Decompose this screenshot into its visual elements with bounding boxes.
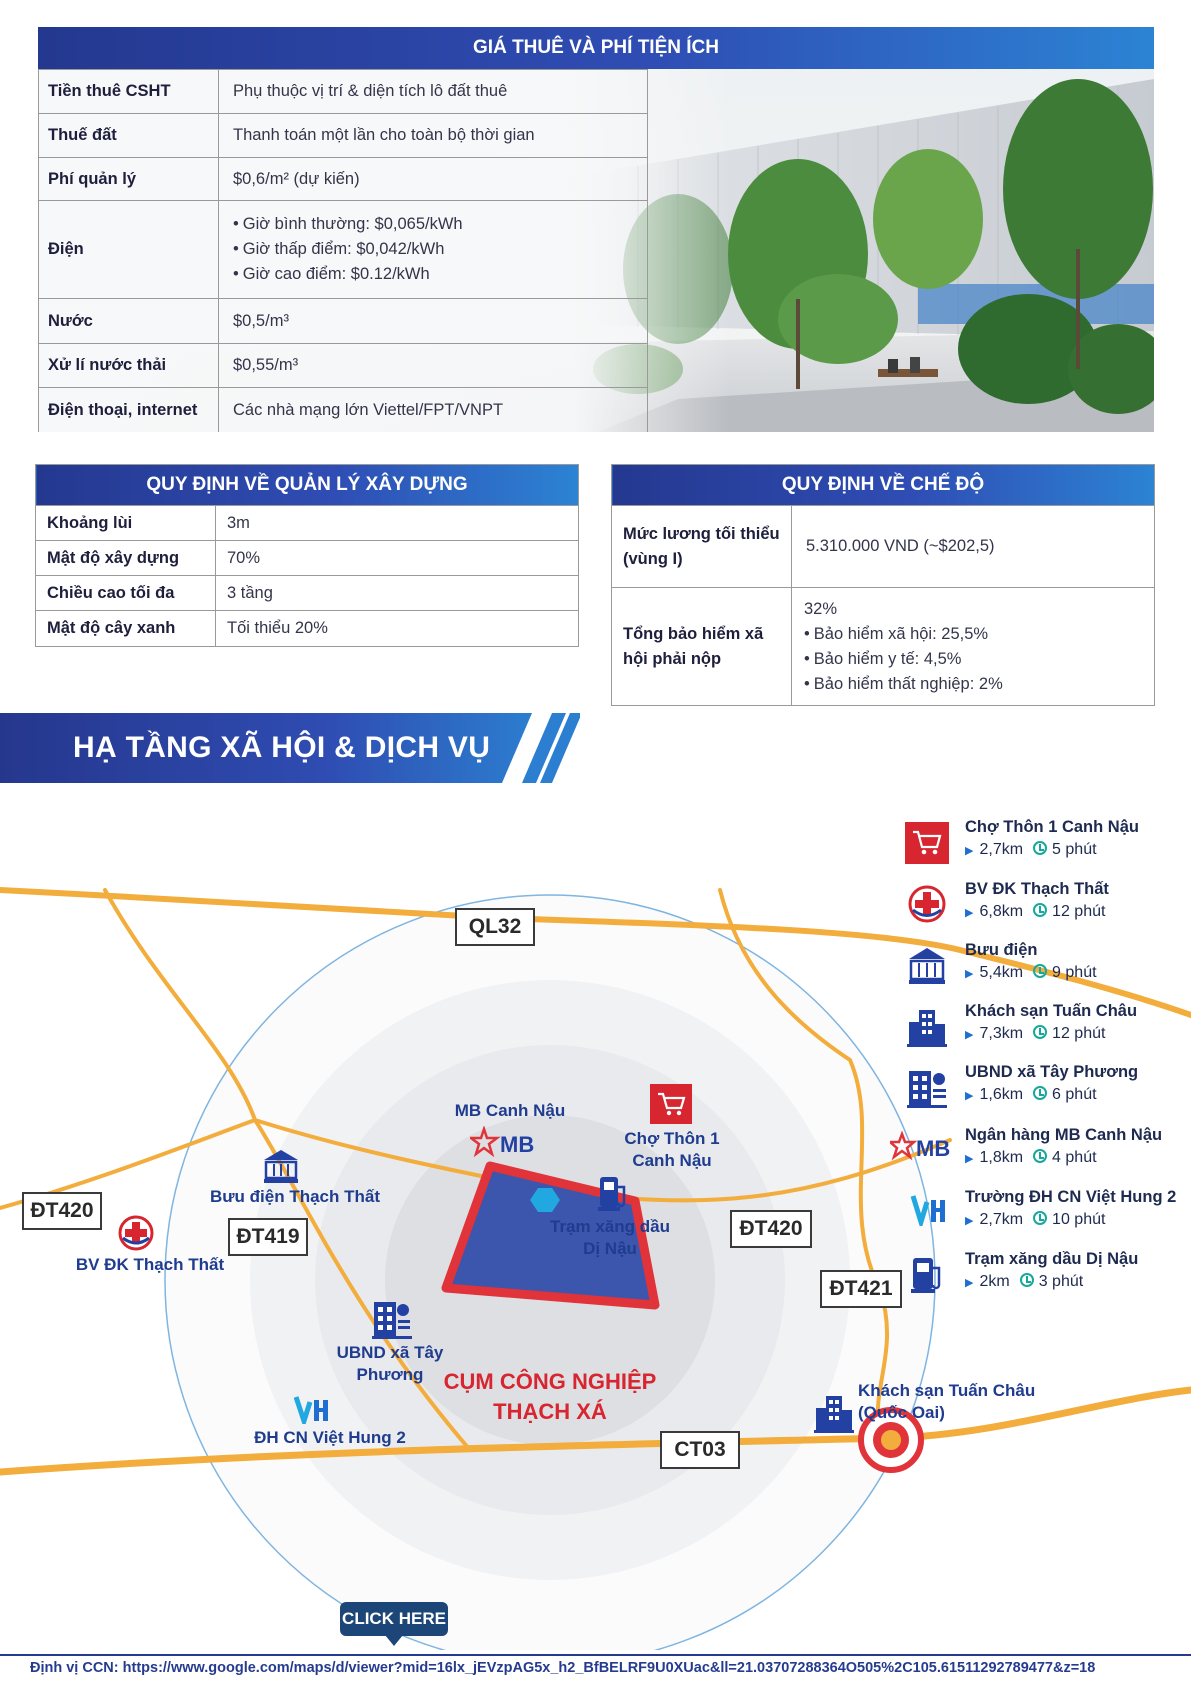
click-here-button[interactable]: CLICK HERE (340, 1602, 448, 1636)
legend-name: UBND xã Tây Phương (965, 1063, 1139, 1081)
row-value: Tối thiểu 20% (216, 611, 579, 647)
legend-time: 9 phút (1052, 964, 1097, 981)
legend-distance: 1,8km (979, 1149, 1024, 1166)
table-row (612, 506, 1155, 588)
hotel-icon (905, 1006, 951, 1050)
row-value: 3m (216, 506, 579, 541)
legend-name: Trường ĐH CN Việt Hung 2 (965, 1188, 1177, 1206)
legend-distance: 5,4km (979, 964, 1024, 981)
legend-distance: 1,6km (979, 1086, 1024, 1103)
row-label: Mật độ cây xanh (36, 611, 216, 647)
legend-name: Bưu điện (965, 941, 1038, 959)
table-row (36, 541, 579, 576)
hotel-icon (812, 1390, 856, 1434)
place-gas-label: Trạm xăng dầu Dị Nậu (550, 1217, 670, 1258)
place-mb-label: MB Canh Nậu (454, 1101, 566, 1120)
legend-distance: 2,7km (979, 1211, 1024, 1228)
table-row (612, 588, 1155, 706)
list-item: • Giờ bình thường: $0,065/kWh (233, 212, 638, 237)
mb-logo-text: MB (916, 1136, 951, 1161)
row-value: Phụ thuộc vị trí & diện tích lô đất thuê (219, 70, 648, 114)
legend-item (905, 1188, 1185, 1240)
list-item: • Giờ cao điểm: $0.12/kWh (233, 262, 638, 287)
row-label: Mức lương tối thiểu (vùng I) (612, 506, 792, 588)
legend-item (905, 1063, 1185, 1115)
row-label: Tổng bảo hiểm xã hội phải nộp (612, 588, 792, 706)
bullet-list (804, 622, 1143, 697)
mb-bank-icon (890, 1130, 952, 1174)
legend-time: 12 phút (1052, 1025, 1106, 1042)
government-building-icon (905, 1067, 951, 1111)
triangle-icon: ▶ (965, 1029, 974, 1041)
interchange-marker-core (881, 1430, 901, 1450)
post-office-icon (262, 1148, 300, 1184)
clock-icon (1033, 964, 1047, 978)
legend-item (905, 1250, 1185, 1302)
table-header-row (36, 465, 579, 506)
row-label: Khoảng lùi (36, 506, 216, 541)
gas-station-icon (905, 1254, 951, 1298)
mb-bank-icon (470, 1126, 540, 1160)
rent-section (38, 27, 1154, 432)
road-label-dt419: ĐT419 (228, 1218, 308, 1256)
legend-info (965, 1086, 1097, 1104)
road-label-dt420-east: ĐT420 (730, 1210, 812, 1248)
legend-name: BV ĐK Thạch Thất (965, 880, 1109, 898)
road-label-ql32: QL32 (455, 908, 535, 946)
clock-icon (1033, 1086, 1047, 1100)
gas-station-icon (596, 1173, 630, 1213)
triangle-icon: ▶ (965, 907, 974, 919)
road-label-dt421: ĐT421 (820, 1270, 902, 1308)
table-header-row (612, 465, 1155, 506)
regime-table-title: QUY ĐỊNH VỀ CHẾ ĐỘ (612, 465, 1155, 506)
regime-table (611, 464, 1155, 706)
triangle-icon: ▶ (965, 968, 974, 980)
row-label: Điện thoại, internet (39, 388, 219, 433)
legend-distance: 6,8km (979, 903, 1024, 920)
list-item: • Bảo hiểm thất nghiệp: 2% (804, 672, 1143, 697)
triangle-icon: ▶ (965, 1277, 974, 1289)
legend-item (905, 1126, 1185, 1178)
clock-icon (1033, 841, 1047, 855)
legend-info (965, 964, 1097, 982)
row-value: Thanh toán một lần cho toàn bộ thời gian (219, 114, 648, 158)
row-label: Tiền thuê CSHT (39, 70, 219, 114)
clock-icon (1033, 903, 1047, 917)
construction-table-title: QUY ĐỊNH VỀ QUẢN LÝ XÂY DỰNG (36, 465, 579, 506)
place-post-label: Bưu điện Thạch Thất (209, 1187, 381, 1206)
legend-item (905, 1002, 1185, 1054)
table-row (36, 506, 579, 541)
legend-time: 12 phút (1052, 903, 1106, 920)
clock-icon (1033, 1149, 1047, 1163)
row-label: Nước (39, 299, 219, 344)
clock-icon (1033, 1211, 1047, 1225)
university-icon (294, 1394, 330, 1424)
row-value: $0,5/m³ (219, 299, 648, 344)
row-value: 5.310.000 VND (~$202,5) (792, 506, 1155, 588)
rent-table-title: GIÁ THUÊ VÀ PHÍ TIỆN ÍCH (38, 27, 1154, 69)
legend-time: 6 phút (1052, 1086, 1097, 1103)
legend-name: Ngân hàng MB Canh Nậu (965, 1126, 1163, 1144)
click-here-pointer (385, 1635, 403, 1646)
triangle-icon: ▶ (965, 1090, 974, 1102)
road-label-ct03: CT03 (660, 1431, 740, 1469)
legend-info (965, 903, 1105, 921)
section-banner (0, 713, 580, 783)
table-row (39, 299, 648, 344)
legend-distance: 7,3km (979, 1025, 1024, 1042)
legend-time: 5 phút (1052, 841, 1097, 858)
bullet-list (233, 212, 638, 287)
legend-item (905, 818, 1185, 870)
row-value: 70% (216, 541, 579, 576)
location-link[interactable]: Định vị CCN: https://www.google.com/maps/d/viewer?mid=16lx_jEVzpAG5x_h2_BfBELRF9U0XUac&ll=21.03707288364O505%2C105.61511292789477&z=18 (30, 1660, 1096, 1676)
legend-info (965, 841, 1097, 859)
legend-info (965, 1211, 1105, 1229)
table-row (39, 201, 648, 299)
industrial-zone-label: CỤM CÔNG NGHIỆP THẠCH XÁ (443, 1369, 657, 1424)
section-title: HẠ TẦNG XÃ HỘI & DỊCH VỤ (73, 731, 491, 764)
legend-name: Khách sạn Tuấn Châu (965, 1002, 1138, 1020)
table-row (39, 70, 648, 114)
triangle-icon: ▶ (965, 1215, 974, 1227)
university-icon (905, 1192, 951, 1236)
table-row (36, 576, 579, 611)
shopping-cart-icon (905, 822, 951, 866)
place-university-label: ĐH CN Việt Hung 2 (254, 1428, 406, 1447)
legend-name: Chợ Thôn 1 Canh Nậu (965, 818, 1139, 836)
legend-info (965, 1149, 1097, 1167)
row-value (792, 588, 1155, 706)
clock-icon (1033, 1025, 1047, 1039)
rent-table (38, 69, 648, 432)
row-label: Mật độ xây dựng (36, 541, 216, 576)
place-hotel-label: Khách sạn Tuấn Châu (Quốc Oai) (858, 1381, 1036, 1422)
row-value: $0,6/m² (dự kiến) (219, 158, 648, 201)
place-market-label: Chợ Thôn 1 Canh Nậu (624, 1129, 720, 1170)
table-row (39, 388, 648, 433)
list-item: • Bảo hiểm y tế: 4,5% (804, 647, 1143, 672)
government-building-icon (370, 1296, 412, 1340)
insurance-total: 32% (804, 599, 838, 618)
table-row (36, 611, 579, 647)
place-hospital-label: BV ĐK Thạch Thất (75, 1255, 225, 1274)
row-value: $0,55/m³ (219, 344, 648, 388)
table-row (39, 158, 648, 201)
legend-distance: 2km (979, 1273, 1010, 1290)
row-value: Các nhà mạng lớn Viettel/FPT/VNPT (219, 388, 648, 433)
footer-divider (0, 1654, 1191, 1656)
list-item: • Bảo hiểm xã hội: 25,5% (804, 622, 1143, 647)
row-value (219, 201, 648, 299)
clock-icon (1020, 1273, 1034, 1287)
legend-distance: 2,7km (979, 841, 1024, 858)
legend-info (965, 1025, 1105, 1043)
legend-time: 10 phút (1052, 1211, 1106, 1228)
row-label: Phí quản lý (39, 158, 219, 201)
row-value: 3 tầng (216, 576, 579, 611)
construction-table (35, 464, 579, 647)
legend-info (965, 1273, 1083, 1291)
row-label: Chiều cao tối đa (36, 576, 216, 611)
mb-logo-text: MB (500, 1132, 535, 1157)
legend-time: 4 phút (1052, 1149, 1097, 1166)
table-row (39, 114, 648, 158)
legend-time: 3 phút (1038, 1273, 1084, 1290)
triangle-icon: ▶ (965, 1153, 974, 1165)
legend-item (905, 941, 1185, 993)
legend-name: Trạm xăng dầu Dị Nậu (965, 1250, 1139, 1268)
post-office-icon (905, 945, 951, 989)
hospital-icon (905, 884, 951, 928)
shopping-cart-icon (650, 1084, 692, 1124)
list-item: • Giờ thấp điểm: $0,042/kWh (233, 237, 638, 262)
place-ubnd-label: UBND xã Tây Phương (336, 1343, 444, 1384)
row-label: Thuế đất (39, 114, 219, 158)
road-label-dt420-west: ĐT420 (22, 1192, 102, 1230)
table-row (39, 344, 648, 388)
hospital-icon (117, 1214, 155, 1252)
row-label: Điện (39, 201, 219, 299)
legend-item (905, 880, 1185, 932)
row-label: Xử lí nước thải (39, 344, 219, 388)
triangle-icon: ▶ (965, 845, 974, 857)
